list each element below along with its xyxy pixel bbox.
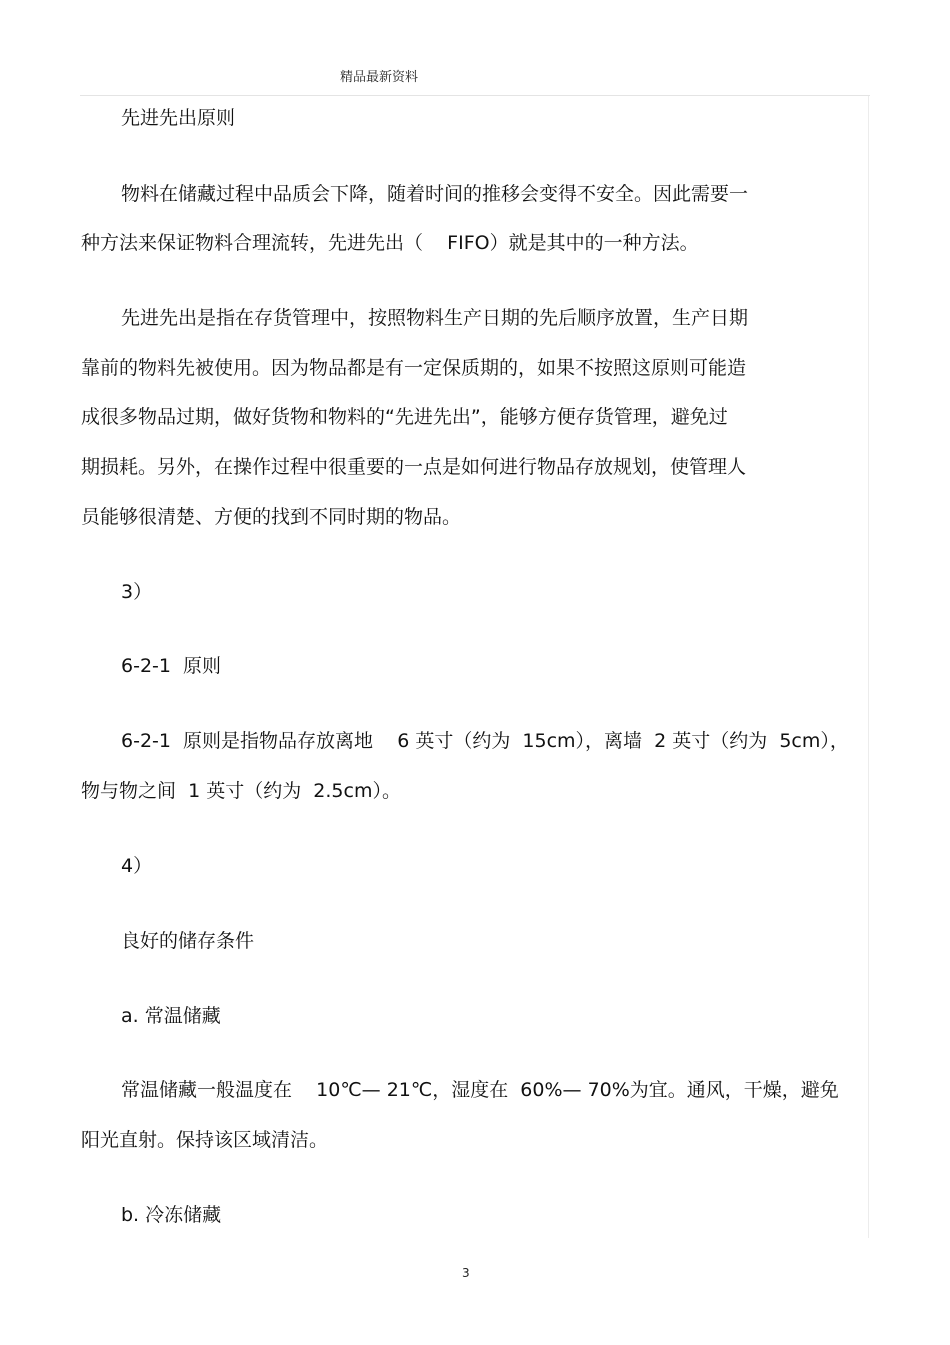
paragraph-line: 阳光直射。保持该区域清洁。 (81, 1129, 329, 1151)
paragraph-line: 物与物之间 1 英寸（约为 2.5cm）。 (81, 780, 401, 802)
section-title-storage-conditions: 良好的储存条件 (121, 930, 255, 952)
section-title-fifo: 先进先出原则 (121, 107, 236, 129)
paragraph-line: 期损耗。另外，在操作过程中很重要的一点是如何进行物品存放规划，使管理人 (81, 456, 747, 478)
subsection-title-room-temperature: a. 常温储藏 (121, 1005, 221, 1027)
paragraph-line: 员能够很清楚、方便的找到不同时期的物品。 (81, 506, 462, 528)
section-number: 4） (121, 855, 153, 877)
paragraph-line: 物料在储藏过程中品质会下降，随着时间的推移会变得不安全。因此需要一 (121, 183, 749, 205)
paragraph-line: 种方法来保证物料合理流转，先进先出（ FIFO）就是其中的一种方法。 (81, 232, 699, 254)
page-number: 3 (462, 1266, 470, 1280)
header-divider (80, 95, 870, 96)
section-title-6-2-1: 6-2-1 原则 (121, 655, 222, 677)
paragraph-line: 成很多物品过期，做好货物和物料的“先进先出”，能够方便存货管理，避免过 (81, 406, 728, 428)
paragraph-line: 先进先出是指在存货管理中，按照物料生产日期的先后顺序放置，生产日期 (121, 307, 749, 329)
subsection-title-frozen-storage: b. 冷冻储藏 (121, 1204, 222, 1226)
page-right-border (868, 96, 869, 1238)
section-number: 3） (121, 581, 153, 603)
paragraph-line: 常温储藏一般温度在 10℃— 21℃，湿度在 60%— 70%为宜。通风，干燥，避免 (121, 1079, 839, 1101)
paragraph-line: 靠前的物料先被使用。因为物品都是有一定保质期的，如果不按照这原则可能造 (81, 357, 747, 379)
running-header: 精品最新资料 (340, 70, 419, 85)
paragraph-line: 6-2-1 原则是指物品存放离地 6 英寸（约为 15cm），离墙 2 英寸（约为 5cm）， (121, 730, 849, 752)
